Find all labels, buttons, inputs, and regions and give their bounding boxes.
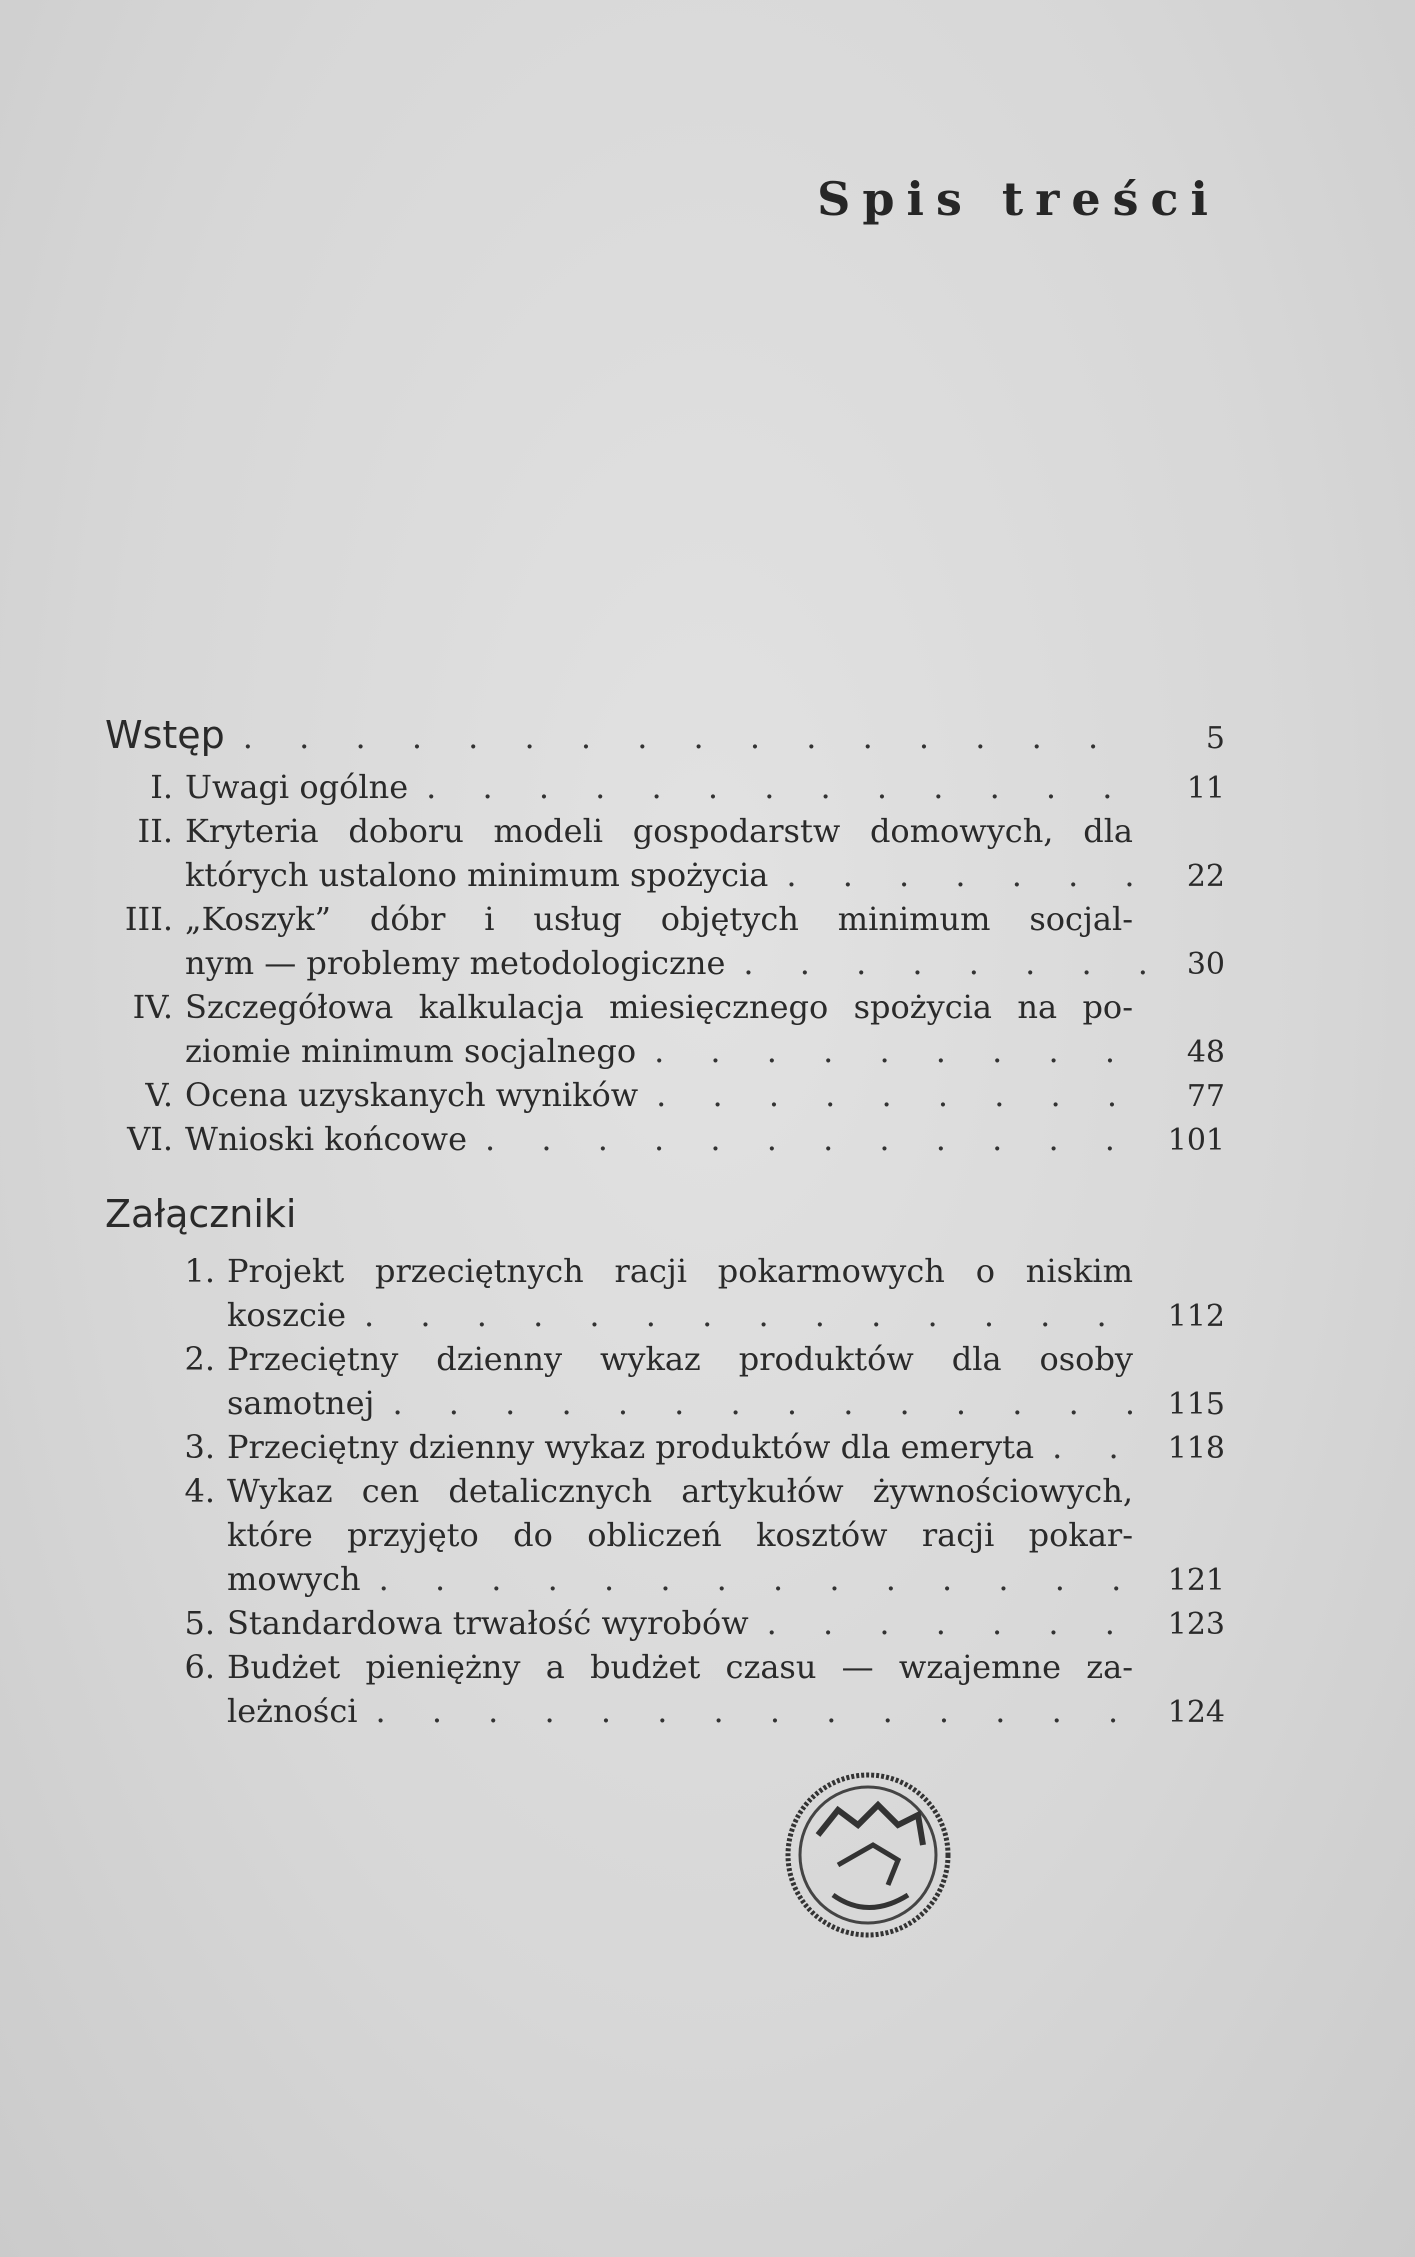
toc-entry xyxy=(105,1601,1225,1645)
page-title: Spis treści xyxy=(817,172,1220,226)
toc-entry-text: Projekt przeciętnych racji pokarmowych o niskim xyxy=(227,1252,1133,1290)
toc-entry-number: 4. xyxy=(184,1472,215,1510)
toc-entry-text: ziomie minimum socjalnego xyxy=(185,1032,637,1070)
toc-entry xyxy=(105,1073,1225,1117)
toc-entry xyxy=(105,1249,1225,1337)
toc-entry-number: III. xyxy=(124,900,173,938)
dot-leader xyxy=(636,1029,1145,1073)
toc-entry-text: które przyjęto do obliczeń kosztów racji pokar- xyxy=(227,1516,1133,1554)
toc-entry-text: „Koszyk” dóbr i usług objętych minimum socjal- xyxy=(185,900,1133,938)
toc-entry-text: Wnioski końcowe xyxy=(185,1120,467,1158)
toc-entry xyxy=(105,1645,1225,1733)
library-stamp xyxy=(778,1765,958,1945)
toc-page-number: 48 xyxy=(1186,1035,1225,1070)
toc-entry-text: Wykaz cen detalicznych artykułów żywnościowych, xyxy=(227,1472,1133,1510)
toc-entry-text: których ustalono minimum spożycia xyxy=(185,856,769,894)
toc-page-number: 123 xyxy=(1167,1607,1225,1642)
toc-entry xyxy=(105,985,1225,1073)
toc-page-number: 30 xyxy=(1186,947,1225,982)
dot-leader xyxy=(725,941,1145,985)
dot-leader xyxy=(749,1601,1145,1645)
dot-leader xyxy=(346,1293,1145,1337)
dot-leader xyxy=(638,1073,1145,1117)
attachment-list xyxy=(105,1249,1225,1733)
toc-entry xyxy=(105,1117,1225,1161)
attachments-heading: Załączniki xyxy=(105,1192,297,1236)
toc-entry-intro xyxy=(105,705,1225,765)
toc-entry-number: V. xyxy=(145,1076,173,1114)
toc-page-number: 112 xyxy=(1167,1299,1225,1334)
dot-leader xyxy=(374,1381,1145,1425)
toc-page-number: 77 xyxy=(1186,1079,1225,1114)
toc-entry-text: Uwagi ogólne xyxy=(185,768,409,806)
toc-entry-number: 6. xyxy=(184,1648,215,1686)
dot-leader xyxy=(408,765,1145,809)
toc-entry xyxy=(105,1469,1225,1601)
toc-page-number: 118 xyxy=(1167,1431,1225,1466)
toc-entry-text: Przeciętny dzienny wykaz produktów dla osoby xyxy=(227,1340,1133,1378)
toc-entry-number: I. xyxy=(150,768,173,806)
toc-page-number: 101 xyxy=(1167,1123,1225,1158)
toc-entry-text: nym — problemy metodologiczne xyxy=(185,944,726,982)
toc-entry xyxy=(105,1425,1225,1469)
toc-entry-label: Wstęp xyxy=(105,713,225,757)
dot-leader xyxy=(768,853,1145,897)
toc-entry-number: IV. xyxy=(132,988,173,1026)
toc-entry-text: Budżet pieniężny a budżet czasu — wzajemne za- xyxy=(227,1648,1133,1686)
dot-leader xyxy=(361,1557,1145,1601)
toc-entry-number: 1. xyxy=(184,1252,215,1290)
chapter-list xyxy=(105,765,1225,1161)
toc-entry-text: leżności xyxy=(227,1692,358,1730)
toc-entry-number: 2. xyxy=(184,1340,215,1378)
toc-entry xyxy=(105,897,1225,985)
toc-entry-number: II. xyxy=(137,812,173,850)
toc-entry-text: Ocena uzyskanych wyników xyxy=(185,1076,639,1114)
toc-entry-text: Szczegółowa kalkulacja miesięcznego spożycia na po- xyxy=(185,988,1133,1026)
toc-entry-number: 5. xyxy=(184,1604,215,1642)
dot-leader xyxy=(357,1689,1145,1733)
toc-page-number: 22 xyxy=(1186,859,1225,894)
toc-entry-text: Przeciętny dzienny wykaz produktów dla emeryta xyxy=(227,1428,1035,1466)
toc-page-number: 5 xyxy=(1205,721,1225,756)
toc-entry-text: samotnej xyxy=(227,1384,375,1422)
dot-leader xyxy=(1034,1425,1145,1469)
toc-entry-number: VI. xyxy=(127,1120,173,1158)
dot-leader xyxy=(225,707,1145,767)
toc-entry-text: Standardowa trwałość wyrobów xyxy=(227,1604,749,1642)
toc-entry xyxy=(105,809,1225,897)
toc-entry-text: Kryteria doboru modeli gospodarstw domowych, dla xyxy=(185,812,1133,850)
toc-entry-text: koszcie xyxy=(227,1296,347,1334)
toc-entry-number: 3. xyxy=(184,1428,215,1466)
dot-leader xyxy=(467,1117,1145,1161)
toc-page-number: 121 xyxy=(1167,1563,1225,1598)
toc-page-number: 11 xyxy=(1186,771,1225,806)
toc-page-number: 124 xyxy=(1167,1695,1225,1730)
toc-entry xyxy=(105,765,1225,809)
toc-entry-text: mowych xyxy=(227,1560,361,1598)
table-of-contents xyxy=(105,705,1225,1733)
toc-entry xyxy=(105,1337,1225,1425)
toc-page-number: 115 xyxy=(1167,1387,1225,1422)
